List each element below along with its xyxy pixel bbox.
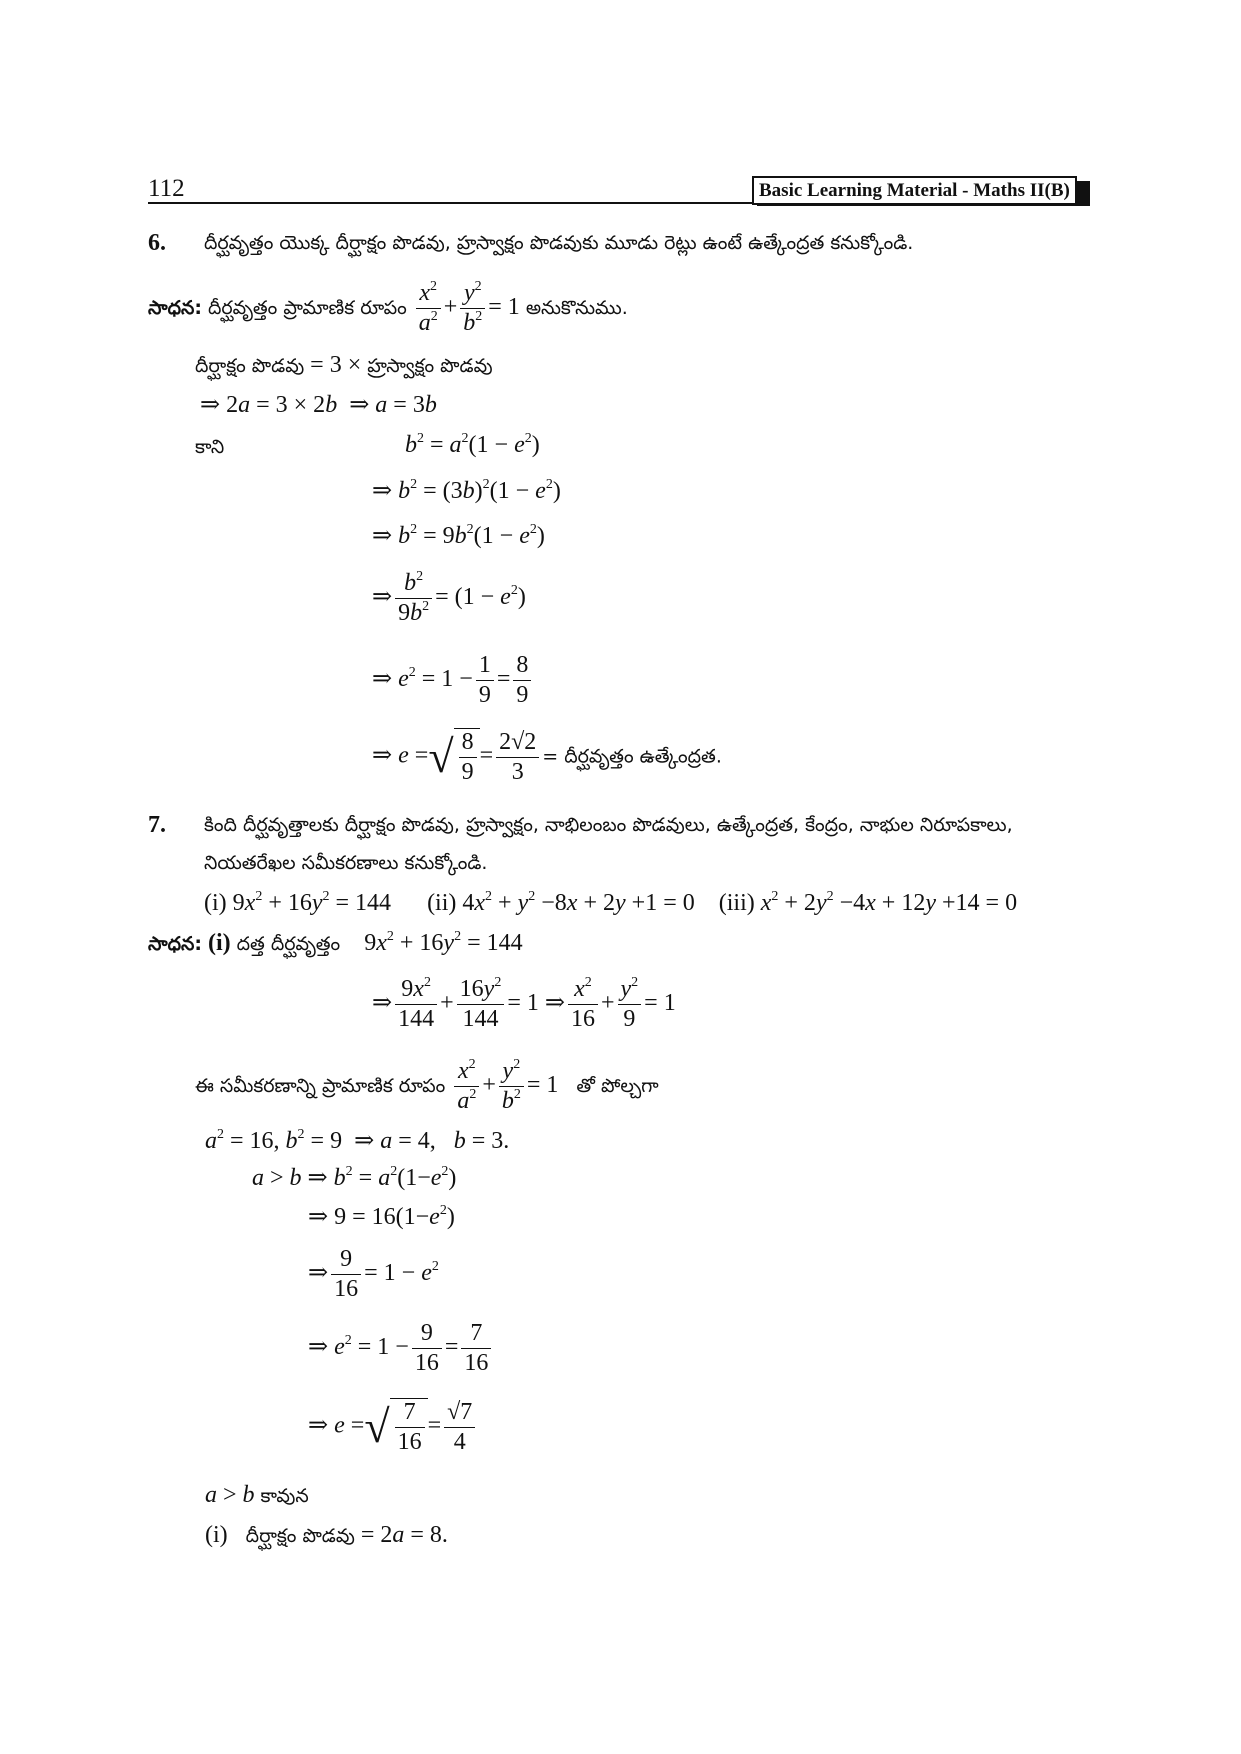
q7-compare-end: తో పోల్చగా: [576, 1075, 659, 1098]
q7-eq-standard: ⇒ $\frac{9x^2}{144}$ + $\frac{16y^2}{144}$ = 1 ⇒ $\frac{x^2}{16}$ + $\frac{y^2}{9}$ = 1: [372, 975, 676, 1032]
q6-assume-text: అనుకొనుము.: [525, 297, 628, 320]
q7-since-text: కావున: [260, 1485, 309, 1507]
q7-since: a > b కావున: [205, 1482, 309, 1508]
q7-major-text: దీర్ఘాక్షం పొడవు: [245, 1525, 355, 1547]
q7-parts: (i) $9x^2 + 16y^2 = 144$ (ii) $4x^2 + y^2 -8x + 2y +1 = 0$ (iii) $x^2 + 2y^2 -4x + 12y +14 = 0$: [204, 889, 1018, 916]
q6-line1-text2: హ్రస్వాక్షం పొడవు: [367, 355, 493, 377]
q6-eq2: ⇒ $b^2 = (3b)^2(1 - e^2)$: [372, 477, 561, 504]
q7-eq-a1: a > b ⇒ $b^2 = a^2(1-e^2)$: [252, 1164, 457, 1191]
q7-eq-a4: ⇒ $e^2 = 1$ − $\frac{9}{16}$ = $\frac{7}{16}$: [308, 1320, 494, 1377]
q7-compare-text: ఈ సమీకరణాన్ని ప్రామాణిక రూపం: [195, 1075, 446, 1098]
q7-eq-a5: ⇒ e =√ $\frac{7}{16}$ = $\frac{√7}{4}$: [308, 1398, 478, 1456]
q7-solution-label: సాధన:: [148, 933, 202, 955]
q7-question-line1: కింది దీర్ఘవృత్తాలకు దీర్ఘాక్షం పొడవు, హ్రస్వాక్షం, నాభిలంబం పొడవులు, ఉత్కేంద్రత, కేంద్రం, నాభుల నిరూపకాలు,: [204, 814, 1013, 836]
q6-eq3: ⇒ $b^2 = 9b^2(1 - e^2)$: [372, 522, 545, 549]
q7-major-axis: (i) దీర్ఘాక్షం పొడవు = 2a = 8.: [205, 1522, 448, 1548]
q6-line1-text: దీర్ఘాక్షం పొడవు: [195, 355, 305, 377]
q7-solution-line: సాధన: (i) దత్త దీర్ఘవృత్తం $9x^2 + 16y^2 = 144$: [148, 929, 523, 956]
q6-question: దీర్ఘవృత్తం యొక్క దీర్ఘాక్షం పొడవు, హ్రస్వాక్షం పొడవుకు మూడు రెట్లు ఉంటే ఉత్కేంద్రత కనుక్కోండి.: [204, 232, 914, 254]
q6-number: 6.: [148, 230, 166, 256]
q6-eq4: ⇒ $\frac{b^2}{9b^2}$ = $(1 - e^2)$: [372, 569, 526, 626]
q7-eq-a3: ⇒ $\frac{9}{16}$ = $1 - e^2$: [308, 1246, 439, 1302]
q6-but-text: కాని: [195, 436, 225, 458]
q7-compare: ఈ సమీకరణాన్ని ప్రామాణిక రూపం $\frac{x^2}{a^2}$ + $\frac{y^2}{b^2}$ = 1 తో పోల్చగా: [195, 1057, 659, 1114]
q7-question-line2: నియతరేఖల సమీకరణాలు కనుక్కోండి.: [204, 852, 488, 874]
q6-line1-mid: = 3 ×: [310, 352, 368, 378]
q6-solution-label: సాధన:: [148, 297, 202, 320]
q6-line1: [195, 352, 493, 382]
q7-part-i-label: (i): [204, 890, 227, 916]
header-title: Basic Learning Material - Maths II(B): [752, 176, 1077, 205]
q7-part-ii-label: (ii): [427, 890, 457, 916]
q6-eq5: ⇒ $e^2 = 1$ − $\frac{1}{9}$ = $\frac{8}{9}$: [372, 652, 534, 709]
q7-given-text: దత్త దీర్ఘవృత్తం: [236, 933, 341, 955]
q6-eq6: ⇒ e =√ $\frac{8}{9}$ = $\frac{2√2}{3}$ = దీర్ఘవృత్తం ఉత్కేంద్రత.: [372, 728, 722, 785]
q7-part-iii-label: (iii): [718, 890, 755, 916]
q6-eq1: $b^2 = a^2(1 - e^2)$: [405, 431, 540, 458]
q7-given-label: (i): [207, 930, 231, 956]
q7-major-label: (i): [205, 1522, 228, 1548]
q6-intro-text: దీర్ఘవృత్తం ప్రామాణిక రూపం: [207, 297, 407, 320]
q7-number: 7.: [148, 812, 166, 838]
q7-ab-values: $a^2 = 16$, $b^2 = 9$ ⇒ a = 4, b = 3.: [205, 1127, 510, 1154]
page-number: 112: [148, 175, 185, 202]
q6-line2: ⇒ 2a = 3 × 2b ⇒ a = 3b: [200, 392, 437, 418]
q6-solution-intro: సాధన: దీర్ఘవృత్తం ప్రామాణిక రూపం $\frac{x^2}{a^2}$ + $\frac{y^2}{b^2}$ = 1 అనుకొనుము.: [148, 279, 628, 336]
q7-eq-a2: ⇒ $9 = 16(1-e^2)$: [308, 1203, 455, 1230]
q6-conclusion: = దీర్ఘవృత్తం ఉత్కేంద్రత.: [542, 745, 722, 768]
